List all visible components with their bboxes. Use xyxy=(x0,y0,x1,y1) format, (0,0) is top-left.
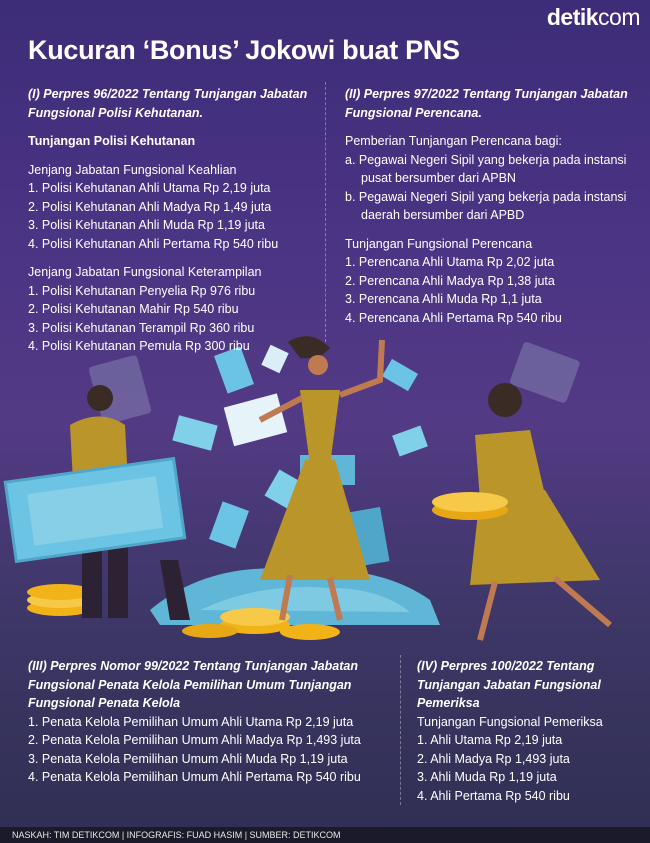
list-item: 3. Polisi Kehutanan Ahli Muda Rp 1,19 juta xyxy=(28,218,265,232)
group-title: Jenjang Jabatan Fungsional Keahlian xyxy=(28,162,237,177)
list-item: 4. Penata Kelola Pemilihan Umum Ahli Pertama Rp 540 ribu xyxy=(28,770,361,784)
list-item: 1. Polisi Kehutanan Ahli Utama Rp 2,19 juta xyxy=(28,181,271,195)
section-perpres-96 xyxy=(28,85,318,356)
intro-list xyxy=(345,151,630,225)
intro-text: Pemberian Tunjangan Perencana bagi: xyxy=(345,134,562,148)
page-title: Kucuran ‘Bonus’ Jokowi buat PNS xyxy=(28,35,460,65)
list-item: 2. Ahli Madya Rp 1,493 juta xyxy=(417,751,570,766)
section-heading: (IV) Perpres 100/2022 Tentang Tunjangan Jabatan Fungsional Pemeriksa xyxy=(417,659,601,710)
list-item: 3. Ahli Muda Rp 1,19 juta xyxy=(417,770,557,784)
list-item: 1. Ahli Utama Rp 2,19 juta xyxy=(417,733,563,747)
column-divider xyxy=(325,82,326,342)
keterampilan-list xyxy=(28,282,318,356)
list-item: 3. Penata Kelola Pemilihan Umum Ahli Muda Rp 1,19 juta xyxy=(28,751,348,766)
list-item: 4. Perencana Ahli Pertama Rp 540 ribu xyxy=(345,310,562,325)
pemeriksa-list xyxy=(417,731,642,805)
man-figure xyxy=(5,385,190,620)
group-title: Tunjangan Fungsional Pemeriksa xyxy=(417,714,603,729)
column-divider-bottom xyxy=(400,655,401,805)
list-item: b. Pegawai Negeri Sipil yang bekerja pada instansi daerah bersumber dari APBD xyxy=(345,189,627,222)
keahlian-list xyxy=(28,179,318,253)
penata-kelola-list xyxy=(28,713,398,787)
section-heading: (II) Perpres 97/2022 Tentang Tunjangan Jabatan Fungsional Perencana. xyxy=(345,87,628,120)
section-perpres-97 xyxy=(345,85,630,327)
illustration xyxy=(0,320,650,650)
list-item: 2. Polisi Kehutanan Mahir Rp 540 ribu xyxy=(28,302,239,316)
list-item: 2. Perencana Ahli Madya Rp 1,38 juta xyxy=(345,273,555,288)
list-item: 2. Polisi Kehutanan Ahli Madya Rp 1,49 juta xyxy=(28,199,272,214)
credits-footer: NASKAH: TIM DETIKCOM | INFOGRAFIS: FUAD HASIM | SUMBER: DETIKCOM xyxy=(0,827,650,843)
list-item: 1. Perencana Ahli Utama Rp 2,02 juta xyxy=(345,255,555,269)
section-perpres-99 xyxy=(28,657,398,787)
list-item: 1. Penata Kelola Pemilihan Umum Ahli Utama Rp 2,19 juta xyxy=(28,714,354,729)
list-item: a. Pegawai Negeri Sipil yang bekerja pada instansi pusat bersumber dari APBN xyxy=(345,152,627,185)
list-item: 3. Perencana Ahli Muda Rp 1,1 juta xyxy=(345,292,542,306)
perencana-list xyxy=(345,253,630,327)
list-item: 4. Polisi Kehutanan Pemula Rp 300 ribu xyxy=(28,339,250,353)
list-item: 3. Polisi Kehutanan Terampil Rp 360 ribu xyxy=(28,320,255,335)
section-subheading: Tunjangan Polisi Kehutanan xyxy=(28,134,196,148)
list-item: 2. Penata Kelola Pemilihan Umum Ahli Madya Rp 1,493 juta xyxy=(28,733,361,747)
section-heading: (I) Perpres 96/2022 Tentang Tunjangan Jabatan Fungsional Polisi Kehutanan. xyxy=(28,87,308,120)
list-item: 4. Ahli Pertama Rp 540 ribu xyxy=(417,788,570,803)
group-title: Jenjang Jabatan Fungsional Keterampilan xyxy=(28,265,262,279)
section-heading: (III) Perpres Nomor 99/2022 Tentang Tunjangan Jabatan Fungsional Penata Kelola Pemilihan Umum Tunjangan Fungsional Penata Kelola xyxy=(28,659,358,710)
list-item: 1. Polisi Kehutanan Penyelia Rp 976 ribu xyxy=(28,283,256,298)
list-item: 4. Polisi Kehutanan Ahli Pertama Rp 540 ribu xyxy=(28,236,279,251)
section-perpres-100 xyxy=(417,657,642,805)
woman-right-figure xyxy=(432,383,610,640)
detikcom-logo: detikcom xyxy=(546,4,640,30)
group-title: Tunjangan Fungsional Perencana xyxy=(345,236,533,251)
